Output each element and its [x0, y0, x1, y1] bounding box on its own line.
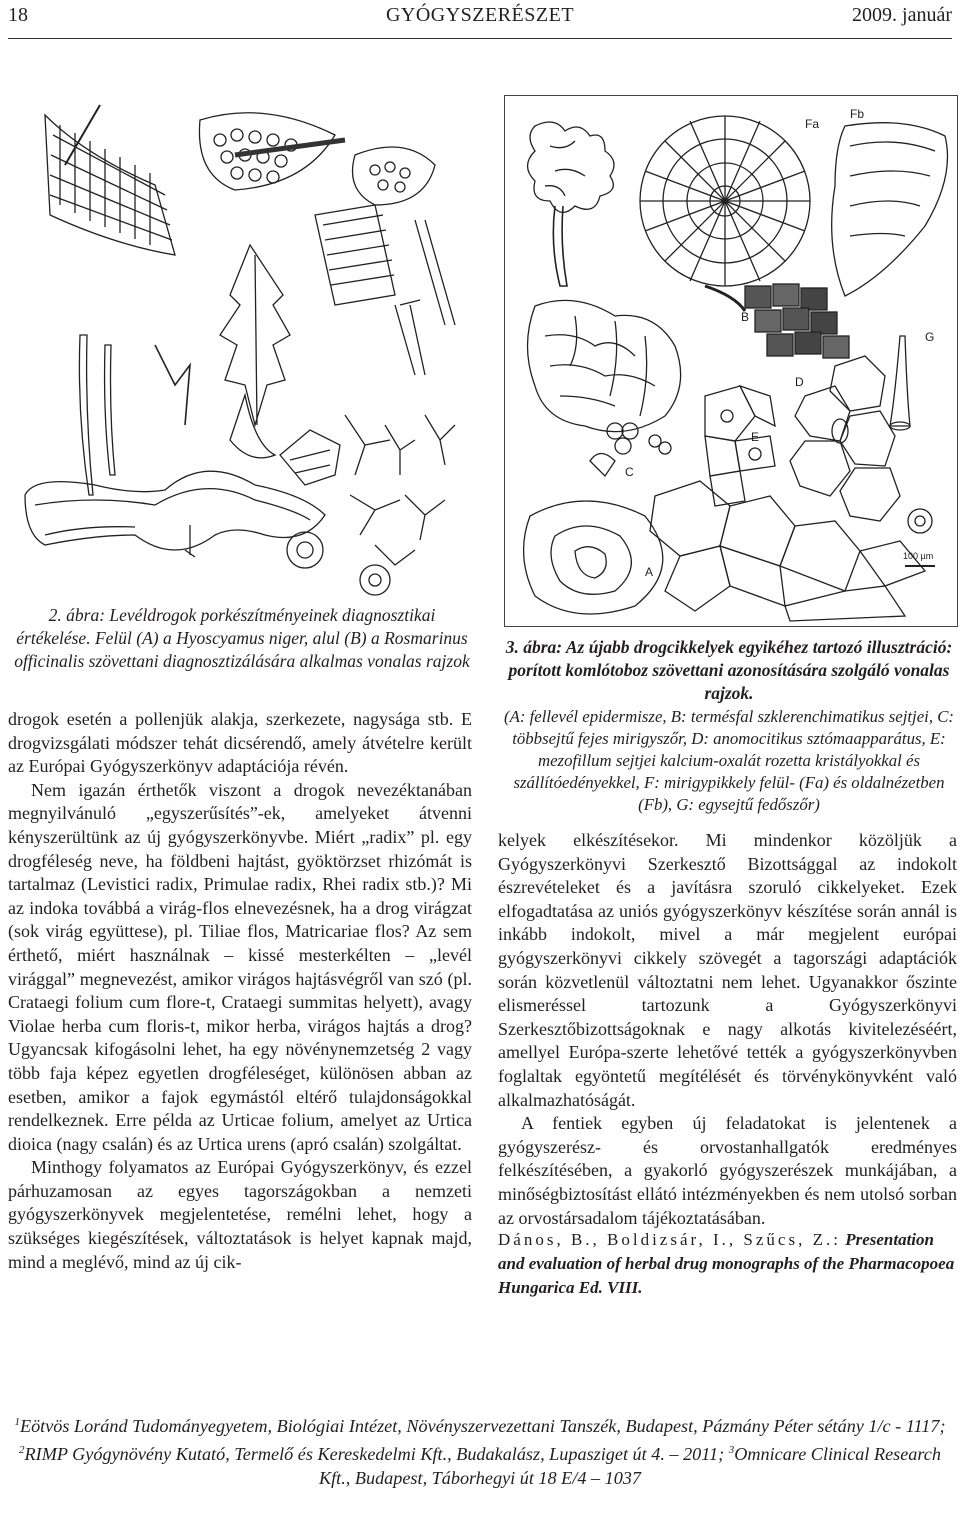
branched-hairs-drawing — [345, 415, 455, 565]
figure-2-drawings — [5, 95, 470, 605]
left-paragraph-2: Nem igazán érthetők viszont a drogok nevezéktanában megnyilvánuló „egyszerűsítés”-ek, amelyeket átvenni kényszerültünk az új gyógyszerkönyvbe. Miért „radix” pl. egy drogféleség neve, ha földbeni hajtást, gyöktörzset rhizómát is tartalmaz (Levistici radix, Primulae radix, Rhei radix stb.)? Mi az indoka továbbá a virág-flos elnevezésnek, ha a drog virágzat (sok virág együttese), pl. Tiliae flos, Matricariae flos? Az sem érthető, miért használnak – kissé mesterkélten – „levél virággal” megnevezést, amikor virágos hajtásvégről van szó (pl. Crataegi folium cum flore-t, Crataegi summitas helyett), avagy Violae herba cum floris-t, mikor herba, virágos hajtás a drog? Ugyancsak kifogásolni lehet, ha egy növénynemzetség 2 vagy több faja képez egyetlen drogféleséget, különösen abban az esetben, amikor a fajok egymástól eltérő tulajdonságokkal rendelkeznek. Erre példa az Urticae folium, amelyet az Urtica dioica (nagy csalán) és az Urtica urens (apró csalán) szolgáltat. — [8, 779, 472, 1154]
polygonal-cells-drawing — [650, 481, 925, 621]
sclerenchyma-cells-drawing — [745, 284, 849, 358]
epidermis-wavy-drawing — [528, 300, 681, 431]
issue-date: 2009. január — [852, 4, 952, 26]
glandular-scale-top-view-drawing — [640, 116, 810, 286]
affiliation-1-mark: 1 — [14, 1416, 20, 1428]
affiliation-1: Eötvös Loránd Tudományegyetem, Biológiai Intézet, Növényszervezettani Tanszék, Budapest, Pázmány Péter sétány 1/c - 1117; — [19, 1416, 946, 1437]
left-column — [8, 708, 472, 1274]
page-header — [8, 4, 952, 32]
scale-label: 100 µm — [903, 551, 934, 561]
needle-hairs-drawing — [79, 335, 115, 495]
rosmarinus-leaf-section-drawing — [25, 471, 325, 557]
figure-3-caption-title: 3. ábra: Az újabb drogcikkelyek egyikéhez tartozó illusztráció: porított komlótoboz szövettani azonosítására szolgáló vonalas rajzok. — [505, 637, 953, 703]
figure-3-drawings — [504, 95, 958, 627]
leaf-outline-drawing — [220, 245, 290, 458]
label-fa: Fa — [805, 117, 820, 131]
affiliations — [10, 1410, 950, 1490]
journal-title: GYÓGYSZERÉSZET — [385, 4, 575, 26]
label-a: A — [645, 565, 654, 579]
mesophyll-cells-drawing — [705, 386, 775, 506]
bract-epidermis-drawing — [524, 501, 663, 614]
anomocytic-stomata-drawing — [790, 356, 900, 521]
glandular-scale-side-view-drawing — [832, 123, 948, 296]
header-rule — [8, 38, 952, 39]
reference-summary — [498, 1228, 957, 1300]
right-paragraph-1: kelyek elkészítésekor. Mi mindenkor közöljük a Gyógyszerkönyvi Szerkesztő Bizottsággal az indokolt észrevételeket és a javításra szoruló cikkelyeket. Ezek elfogadtatása az uniós gyógyszerkönyv készítése során annál is inkább indokolt, mivel a már megjelent európai gyógyszerkönyvi cikkely szövegét a tagországi adaptációk során közvetlenül változtatni nem lehet. Ugyanakkor őszinte elismeréssel tartozunk a Gyógyszerkönyvi Szerkesztőbizottságoknak e nagy alkotás kivitelezéséért, amellyel Európa-szerte lehetővé tették a gyógyszerkönyvben foglaltak egyöntetű megítélését és törvénykönyvként való alkalmazhatóságát. — [498, 830, 957, 1110]
reference-title: Presentation and evaluation of herbal drug monographs of the Pharmacopoea Hungarica Ed. VIII. — [498, 1230, 955, 1297]
leaf-cross-section-drawing — [45, 105, 190, 425]
left-paragraph-1: drogok esetén a pollenjük alakja, szerkezete, nagysága stb. E drogvizsgálati módszer tehát dicsérendő, amely átvételre került az Európai Gyógyszerkönyv adaptációja révén. — [8, 709, 472, 777]
label-e: E — [751, 430, 760, 444]
vessel-drawing — [315, 205, 455, 375]
right-paragraph-2: A fentiek egyben új feladatokat is jelentenek a gyógyszerész- és orvostanhallgatók eredményes felkészítésében, a gyakorló gyógyszerészek munkájában, a minőségbiztosítást ellátó intézményekben és nem utolsó sorban az orvostársadalom tájékoztatásában. — [498, 1113, 957, 1228]
affiliation-3: Omnicare Clinical Research Kft., Budapest, Táborhegyi út 18 E/4 – 1037 — [319, 1444, 941, 1489]
right-column — [498, 829, 957, 1230]
label-c: C — [625, 465, 634, 479]
figure-2-caption: 2. ábra: Levéldrogok porkészítményeinek diagnosztikai értékelése. Felül (A) a Hyoscyamus niger, alul (B) a Rosmarinus officinalis szövettani diagnosztizálására alkalmas vonalas rajzok — [14, 605, 470, 671]
page-number: 18 — [8, 4, 28, 26]
affiliation-2-mark: 2 — [19, 1444, 25, 1457]
label-b: B — [741, 310, 750, 324]
affiliation-2: RIMP Gyógynövény Kutató, Termelő és Kereskedelmi Kft., Budakalász, Lupasziget út 4. – 2011; — [24, 1444, 725, 1465]
glandular-scale-wavy-drawing — [528, 122, 615, 286]
epidermis-cells-drawing — [199, 113, 435, 205]
covering-hair-drawing — [890, 336, 910, 430]
curved-hair-drawing — [705, 286, 745, 311]
reference-authors: Dános, B., Boldizsár, I., Szűcs, Z.: — [498, 1230, 841, 1249]
label-d: D — [795, 375, 804, 389]
label-g: G — [925, 330, 935, 344]
figure-3-caption-body: (A: fellevél epidermisze, B: termésfal szklerenchimatikus sejtjei, C: többsejtű fejes mirigyszőr, D: anomocitikus sztómaapparátus, E: mezofillum sejtjei kalcium-oxalát rozetta kristályokkal és szállítóedényekkel, F: mirigypikkely felül- (Fa) és oldalnézetben (Fb), G: egysejtű fedőszőr) — [503, 707, 954, 814]
rosette-cell-drawing — [908, 509, 932, 533]
label-fb: Fb — [850, 107, 865, 121]
affiliation-3-mark: 3 — [728, 1444, 735, 1457]
left-paragraph-3: Minthogy folyamatos az Európai Gyógyszerkönyv, és ezzel párhuzamosan az egyes tagországokban a nemzeti gyógyszerkönyvek megjelentetése, remélni lehet, hogy a szükséges kiegészítések, változtatások is helyet kapnak majd, mind a meglévő, mind az új cik- — [8, 1157, 472, 1272]
